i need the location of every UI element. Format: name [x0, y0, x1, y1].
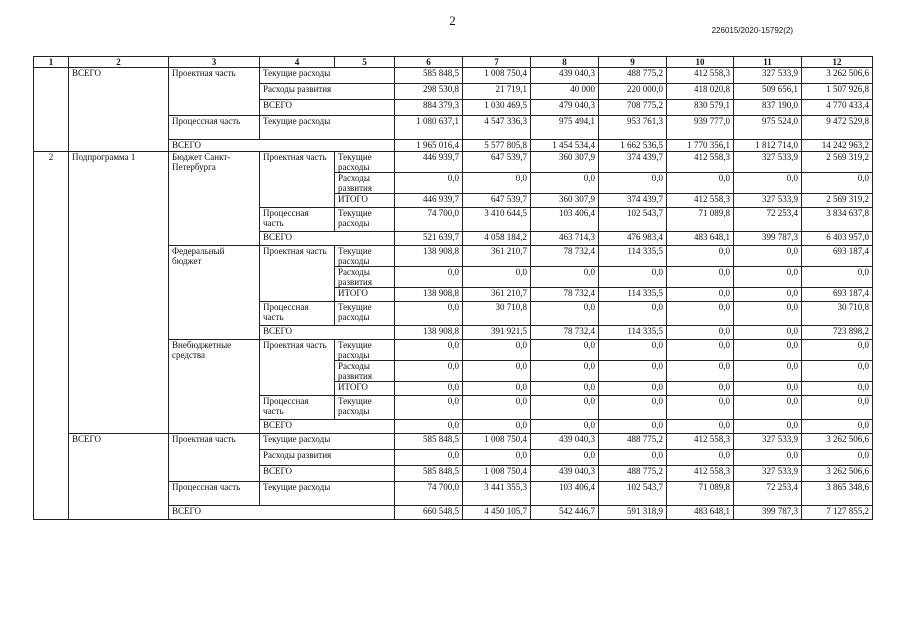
- part-label: Проектная часть: [169, 434, 260, 482]
- value-cell: 0,0: [802, 382, 873, 396]
- expense-label: Текущие расходы: [260, 482, 395, 506]
- value-cell: 71 089,8: [667, 208, 734, 232]
- value-cell: 0,0: [531, 420, 599, 434]
- value-cell: 0,0: [667, 396, 734, 420]
- value-cell: 660 548,5: [395, 506, 463, 520]
- part-label: Процессная часть: [169, 482, 260, 506]
- value-cell: 327 533,9: [734, 194, 802, 208]
- value-cell: 0,0: [802, 396, 873, 420]
- value-cell: 0,0: [599, 420, 667, 434]
- value-cell: 0,0: [734, 396, 802, 420]
- value-cell: 103 406,4: [531, 208, 599, 232]
- funding-source: Бюджет Санкт-Петербурга: [169, 152, 260, 246]
- value-cell: 488 775,2: [599, 434, 667, 450]
- row-name: Подпрограмма 1: [69, 152, 169, 434]
- table-row: [34, 68, 873, 84]
- value-cell: 102 543,7: [599, 208, 667, 232]
- value-cell: 1 454 534,4: [531, 140, 599, 152]
- value-cell: 0,0: [734, 288, 802, 302]
- funding-source: Федеральный бюджет: [169, 246, 260, 340]
- value-cell: 0,0: [667, 420, 734, 434]
- value-cell: 953 761,3: [599, 116, 667, 140]
- value-cell: 488 775,2: [599, 466, 667, 482]
- value-cell: 1 080 637,1: [395, 116, 463, 140]
- value-cell: 412 558,3: [667, 68, 734, 84]
- value-cell: 138 908,8: [395, 326, 463, 340]
- value-cell: 0,0: [802, 267, 873, 288]
- value-cell: 74 700,0: [395, 208, 463, 232]
- expense-label: Текущие расходы: [335, 246, 395, 267]
- expense-label: Текущие расходы: [335, 396, 395, 420]
- total-label: ВСЕГО: [169, 506, 395, 520]
- value-cell: 0,0: [599, 267, 667, 288]
- expense-label: ИТОГО: [335, 382, 395, 396]
- value-cell: 975 494,1: [531, 116, 599, 140]
- value-cell: 3 262 506,6: [802, 68, 873, 84]
- value-cell: 0,0: [463, 267, 531, 288]
- row-name: ВСЕГО: [69, 434, 169, 520]
- header-cell: 10: [667, 57, 734, 68]
- value-cell: 0,0: [599, 302, 667, 326]
- expense-label: Текущие расходы: [260, 116, 395, 140]
- row-number: [34, 68, 69, 152]
- expense-label: Расходы развития: [335, 361, 395, 382]
- value-cell: 1 507 926,8: [802, 84, 873, 100]
- table-row: [34, 152, 873, 173]
- value-cell: 399 787,3: [734, 232, 802, 246]
- value-cell: 0,0: [463, 173, 531, 194]
- value-cell: 374 439,7: [599, 152, 667, 173]
- value-cell: 6 403 957,0: [802, 232, 873, 246]
- value-cell: 361 210,7: [463, 288, 531, 302]
- value-cell: 0,0: [395, 302, 463, 326]
- value-cell: 0,0: [395, 340, 463, 361]
- value-cell: 0,0: [802, 173, 873, 194]
- value-cell: 412 558,3: [667, 434, 734, 450]
- value-cell: 509 656,1: [734, 84, 802, 100]
- value-cell: 0,0: [667, 302, 734, 326]
- value-cell: 78 732,4: [531, 288, 599, 302]
- value-cell: 0,0: [599, 450, 667, 466]
- value-cell: 0,0: [734, 326, 802, 340]
- expense-label: Текущие расходы: [260, 434, 395, 450]
- value-cell: 30 710,8: [463, 302, 531, 326]
- value-cell: 71 089,8: [667, 482, 734, 506]
- value-cell: 4 547 336,3: [463, 116, 531, 140]
- value-cell: 0,0: [531, 396, 599, 420]
- value-cell: 479 040,3: [531, 100, 599, 116]
- value-cell: 360 307,9: [531, 194, 599, 208]
- header-cell: 7: [463, 57, 531, 68]
- part-label: Процессная часть: [260, 208, 335, 232]
- value-cell: 0,0: [531, 450, 599, 466]
- value-cell: 0,0: [395, 420, 463, 434]
- value-cell: 0,0: [734, 340, 802, 361]
- funding-source: Внебюджетные средства: [169, 340, 260, 434]
- value-cell: 476 983,4: [599, 232, 667, 246]
- total-label: ВСЕГО: [260, 420, 395, 434]
- value-cell: 585 848,5: [395, 466, 463, 482]
- value-cell: 0,0: [599, 340, 667, 361]
- value-cell: 2 569 319,2: [802, 194, 873, 208]
- total-label: ВСЕГО: [260, 232, 395, 246]
- value-cell: 0,0: [599, 361, 667, 382]
- value-cell: 0,0: [667, 450, 734, 466]
- value-cell: 412 558,3: [667, 152, 734, 173]
- value-cell: 327 533,9: [734, 152, 802, 173]
- header-row: [34, 57, 873, 68]
- value-cell: 0,0: [734, 420, 802, 434]
- part-label: Проектная часть: [260, 340, 335, 396]
- value-cell: 5 577 805,8: [463, 140, 531, 152]
- value-cell: 0,0: [395, 382, 463, 396]
- value-cell: 446 939,7: [395, 152, 463, 173]
- value-cell: 1 965 016,4: [395, 140, 463, 152]
- value-cell: 412 558,3: [667, 194, 734, 208]
- expense-label: ИТОГО: [335, 288, 395, 302]
- value-cell: 298 530,8: [395, 84, 463, 100]
- value-cell: 647 539,7: [463, 152, 531, 173]
- value-cell: 0,0: [667, 267, 734, 288]
- value-cell: 884 379,3: [395, 100, 463, 116]
- value-cell: 78 732,4: [531, 246, 599, 267]
- value-cell: 939 777,0: [667, 116, 734, 140]
- document-code: 226015/2020-15792(2): [711, 26, 793, 35]
- table-row: [34, 434, 873, 450]
- value-cell: 647 539,7: [463, 194, 531, 208]
- value-cell: 708 775,2: [599, 100, 667, 116]
- header-cell: 5: [335, 57, 395, 68]
- value-cell: 446 939,7: [395, 194, 463, 208]
- total-label: ВСЕГО: [169, 140, 395, 152]
- value-cell: 21 719,1: [463, 84, 531, 100]
- part-label: Проектная часть: [169, 68, 260, 116]
- value-cell: 102 543,7: [599, 482, 667, 506]
- part-label: Проектная часть: [260, 246, 335, 302]
- value-cell: 0,0: [395, 396, 463, 420]
- row-number: 2: [34, 152, 69, 520]
- value-cell: 7 127 855,2: [802, 506, 873, 520]
- value-cell: 0,0: [802, 450, 873, 466]
- value-cell: 14 242 963,2: [802, 140, 873, 152]
- header-cell: 3: [169, 57, 260, 68]
- value-cell: 0,0: [599, 173, 667, 194]
- page-number: 2: [449, 13, 456, 28]
- value-cell: 0,0: [531, 340, 599, 361]
- value-cell: 463 714,3: [531, 232, 599, 246]
- value-cell: 3 865 348,6: [802, 482, 873, 506]
- value-cell: 3 410 644,5: [463, 208, 531, 232]
- expense-label: Текущие расходы: [335, 152, 395, 173]
- value-cell: 74 700,0: [395, 482, 463, 506]
- value-cell: 693 187,4: [802, 246, 873, 267]
- value-cell: 4 770 433,4: [802, 100, 873, 116]
- value-cell: 4 450 105,7: [463, 506, 531, 520]
- value-cell: 0,0: [599, 382, 667, 396]
- total-label: ВСЕГО: [260, 326, 395, 340]
- value-cell: 103 406,4: [531, 482, 599, 506]
- value-cell: 0,0: [802, 420, 873, 434]
- value-cell: 2 569 319,2: [802, 152, 873, 173]
- value-cell: 3 262 506,6: [802, 466, 873, 482]
- value-cell: 0,0: [667, 288, 734, 302]
- value-cell: 114 335,5: [599, 246, 667, 267]
- value-cell: 585 848,5: [395, 434, 463, 450]
- value-cell: 0,0: [667, 246, 734, 267]
- part-label: Проектная часть: [260, 152, 335, 208]
- value-cell: 0,0: [667, 340, 734, 361]
- value-cell: 1 770 356,1: [667, 140, 734, 152]
- value-cell: 975 524,0: [734, 116, 802, 140]
- expense-label: Текущие расходы: [335, 208, 395, 232]
- expense-label: ИТОГО: [335, 194, 395, 208]
- value-cell: 412 558,3: [667, 466, 734, 482]
- value-cell: 360 307,9: [531, 152, 599, 173]
- value-cell: 0,0: [667, 173, 734, 194]
- value-cell: 723 898,2: [802, 326, 873, 340]
- value-cell: 0,0: [667, 361, 734, 382]
- value-cell: 0,0: [734, 450, 802, 466]
- value-cell: 3 262 506,6: [802, 434, 873, 450]
- value-cell: 0,0: [531, 267, 599, 288]
- value-cell: 0,0: [599, 396, 667, 420]
- value-cell: 0,0: [667, 382, 734, 396]
- value-cell: 483 648,1: [667, 506, 734, 520]
- value-cell: 0,0: [734, 246, 802, 267]
- value-cell: 327 533,9: [734, 466, 802, 482]
- value-cell: 72 253,4: [734, 482, 802, 506]
- value-cell: 374 439,7: [599, 194, 667, 208]
- value-cell: 693 187,4: [802, 288, 873, 302]
- value-cell: 4 058 184,2: [463, 232, 531, 246]
- value-cell: 521 639,7: [395, 232, 463, 246]
- value-cell: 0,0: [395, 450, 463, 466]
- value-cell: 3 834 637,8: [802, 208, 873, 232]
- header-cell: 4: [260, 57, 335, 68]
- value-cell: 0,0: [463, 382, 531, 396]
- value-cell: 0,0: [734, 302, 802, 326]
- header-cell: 2: [69, 57, 169, 68]
- value-cell: 1 662 536,5: [599, 140, 667, 152]
- value-cell: 439 040,3: [531, 466, 599, 482]
- part-label: Процессная часть: [169, 116, 260, 140]
- header-cell: 1: [34, 57, 69, 68]
- value-cell: 439 040,3: [531, 68, 599, 84]
- value-cell: 0,0: [463, 450, 531, 466]
- value-cell: 418 020,8: [667, 84, 734, 100]
- value-cell: 1 008 750,4: [463, 434, 531, 450]
- expense-label: Расходы развития: [335, 267, 395, 288]
- value-cell: 3 441 355,3: [463, 482, 531, 506]
- value-cell: 1 008 750,4: [463, 466, 531, 482]
- value-cell: 0,0: [463, 420, 531, 434]
- expense-label: Текущие расходы: [260, 68, 395, 84]
- value-cell: 0,0: [734, 361, 802, 382]
- value-cell: 78 732,4: [531, 326, 599, 340]
- value-cell: 220 000,0: [599, 84, 667, 100]
- value-cell: 591 318,9: [599, 506, 667, 520]
- value-cell: 0,0: [395, 361, 463, 382]
- value-cell: 488 775,2: [599, 68, 667, 84]
- value-cell: 72 253,4: [734, 208, 802, 232]
- value-cell: 138 908,8: [395, 288, 463, 302]
- value-cell: 327 533,9: [734, 434, 802, 450]
- value-cell: 391 921,5: [463, 326, 531, 340]
- budget-table: [33, 56, 873, 520]
- expense-label: Текущие расходы: [335, 302, 395, 326]
- expense-label: Текущие расходы: [335, 340, 395, 361]
- value-cell: 542 446,7: [531, 506, 599, 520]
- value-cell: 0,0: [802, 340, 873, 361]
- expense-label: Расходы развития: [260, 450, 395, 466]
- value-cell: 0,0: [463, 340, 531, 361]
- value-cell: 0,0: [667, 326, 734, 340]
- value-cell: 114 335,5: [599, 288, 667, 302]
- header-cell: 9: [599, 57, 667, 68]
- header-cell: 12: [802, 57, 873, 68]
- value-cell: 830 579,1: [667, 100, 734, 116]
- value-cell: 0,0: [531, 302, 599, 326]
- row-name: ВСЕГО: [69, 68, 169, 152]
- value-cell: 0,0: [734, 267, 802, 288]
- expense-label: Расходы развития: [260, 84, 395, 100]
- value-cell: 9 472 529,8: [802, 116, 873, 140]
- expense-label: ВСЕГО: [260, 100, 395, 116]
- value-cell: 1 008 750,4: [463, 68, 531, 84]
- value-cell: 1 812 714,0: [734, 140, 802, 152]
- part-label: Процессная часть: [260, 396, 335, 420]
- value-cell: 0,0: [531, 382, 599, 396]
- value-cell: 30 710,8: [802, 302, 873, 326]
- value-cell: 0,0: [802, 361, 873, 382]
- value-cell: 439 040,3: [531, 434, 599, 450]
- header-cell: 6: [395, 57, 463, 68]
- header-cell: 8: [531, 57, 599, 68]
- value-cell: 837 190,0: [734, 100, 802, 116]
- value-cell: 138 908,8: [395, 246, 463, 267]
- value-cell: 327 533,9: [734, 68, 802, 84]
- value-cell: 361 210,7: [463, 246, 531, 267]
- value-cell: 0,0: [531, 173, 599, 194]
- header-cell: 11: [734, 57, 802, 68]
- value-cell: 1 030 469,5: [463, 100, 531, 116]
- value-cell: 0,0: [395, 173, 463, 194]
- value-cell: 585 848,5: [395, 68, 463, 84]
- value-cell: 0,0: [395, 267, 463, 288]
- value-cell: 0,0: [531, 361, 599, 382]
- expense-label: ВСЕГО: [260, 466, 395, 482]
- part-label: Процессная часть: [260, 302, 335, 326]
- value-cell: 0,0: [734, 173, 802, 194]
- value-cell: 114 335,5: [599, 326, 667, 340]
- value-cell: 0,0: [463, 396, 531, 420]
- value-cell: 0,0: [734, 382, 802, 396]
- expense-label: Расходы развития: [335, 173, 395, 194]
- value-cell: 399 787,3: [734, 506, 802, 520]
- value-cell: 0,0: [463, 361, 531, 382]
- value-cell: 483 648,1: [667, 232, 734, 246]
- value-cell: 40 000: [531, 84, 599, 100]
